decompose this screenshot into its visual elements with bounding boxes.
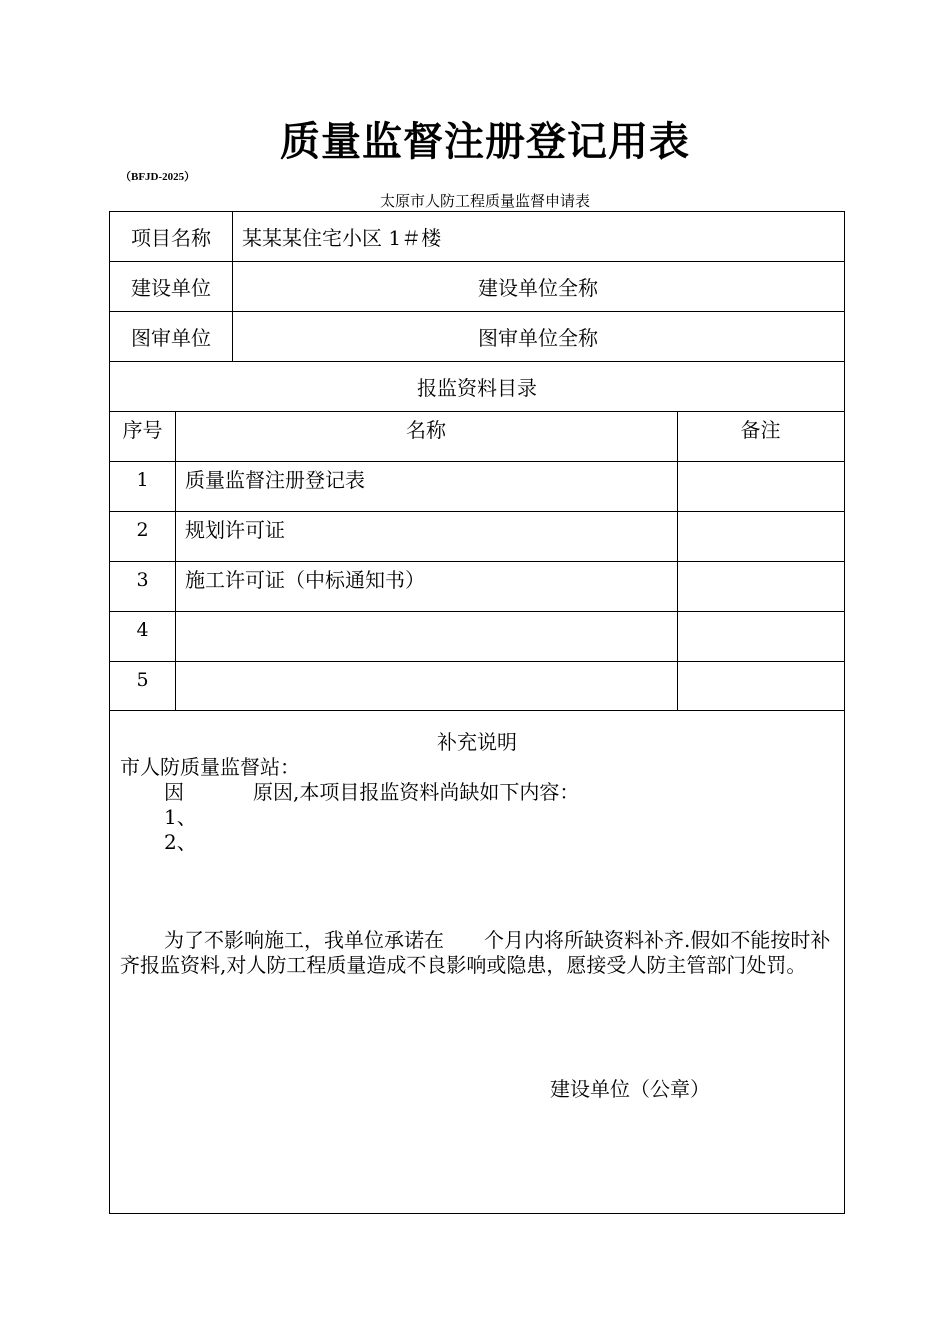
column-header-note: 备注 — [740, 418, 781, 442]
table-row-no: 5 — [136, 669, 149, 691]
row-divider — [110, 411, 844, 412]
table-row-name: 施工许可证（中标通知书） — [185, 568, 425, 592]
page-title: 质量监督注册登记用表 — [280, 118, 690, 165]
builder-label: 建设单位 — [131, 276, 211, 300]
form-table — [109, 211, 845, 1214]
row-divider — [110, 710, 844, 711]
reason-prefix: 因 — [164, 780, 184, 804]
supplement-heading: 补充说明 — [437, 730, 517, 754]
column-header-name: 名称 — [406, 418, 446, 442]
reason-text: 原因,本项目报监资料尚缺如下内容： — [253, 780, 580, 804]
column-header-no: 序号 — [122, 418, 163, 442]
row-divider — [110, 511, 844, 512]
row-divider — [110, 261, 844, 262]
row-divider — [110, 311, 844, 312]
table-row-no: 4 — [136, 619, 149, 641]
catalog-heading: 报监资料目录 — [417, 376, 537, 400]
review-unit-value: 图审单位全称 — [478, 326, 598, 350]
column-divider — [677, 411, 678, 710]
row-divider — [110, 361, 844, 362]
row-divider — [110, 661, 844, 662]
table-row-no: 1 — [136, 469, 149, 491]
builder-value: 建设单位全称 — [478, 276, 598, 300]
project-name-label: 项目名称 — [131, 226, 211, 250]
missing-item-2: 2、 — [164, 830, 197, 854]
table-row-name: 规划许可证 — [185, 518, 285, 542]
row-divider — [110, 611, 844, 612]
missing-item-1: 1、 — [164, 805, 197, 829]
promise-paragraph: 为了不影响施工，我单位承诺在 个月内将所缺资料补齐.假如不能按时补齐报监资料,对人防工程质量造成不良影响或隐患，愿接受人防主管部门处罚。 — [120, 928, 831, 977]
supplement-addressee: 市人防质量监督站： — [120, 755, 300, 779]
table-row-no: 3 — [136, 569, 149, 591]
form-code: （BFJD-2025） — [120, 171, 196, 183]
table-row-name: 质量监督注册登记表 — [185, 468, 365, 492]
signature-label: 建设单位（公章） — [550, 1077, 710, 1101]
project-name-value: 某某某住宅小区 1＃楼 — [242, 226, 442, 250]
row-divider — [110, 461, 844, 462]
row-divider — [110, 561, 844, 562]
table-row-no: 2 — [136, 519, 149, 541]
form-subtitle: 太原市人防工程质量监督申请表 — [379, 192, 590, 210]
review-unit-label: 图审单位 — [131, 326, 211, 350]
column-divider — [175, 411, 176, 710]
